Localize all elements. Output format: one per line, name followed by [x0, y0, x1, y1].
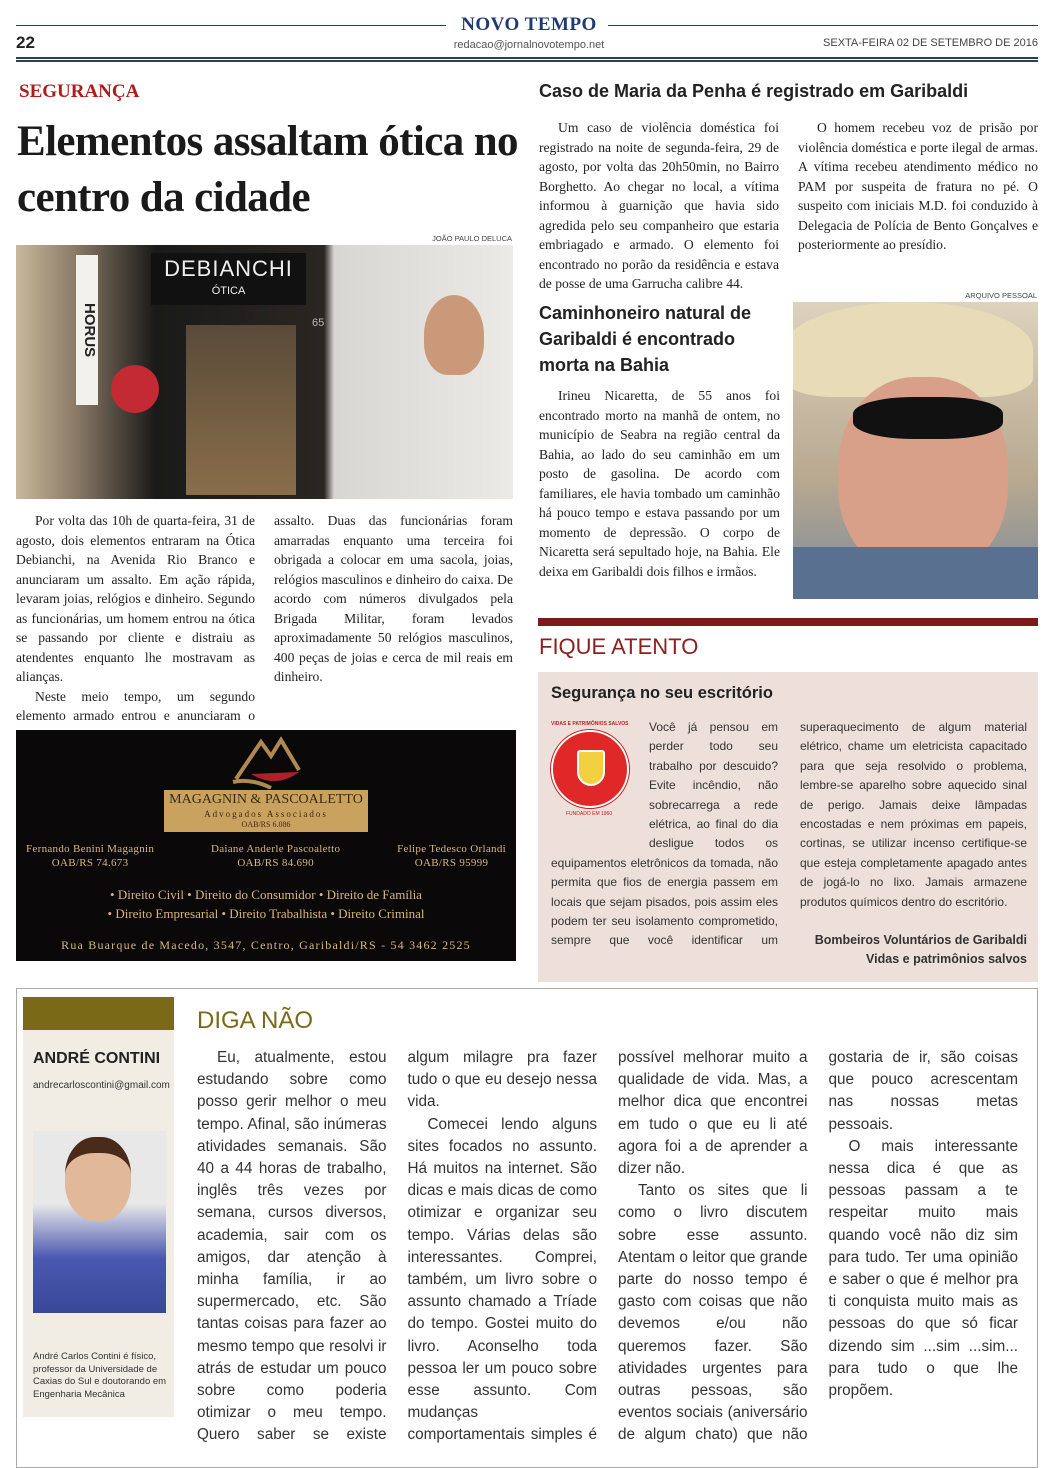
box-title: Segurança no seu escritório [551, 684, 773, 702]
author-bar [23, 997, 174, 1030]
store-sign-sub: ÓTICA [211, 285, 246, 297]
areas-line: • Direito Civil • Direito do Consumidor • Direito de Família [110, 887, 422, 902]
practice-areas [16, 885, 516, 923]
story3-body [539, 386, 780, 581]
logo-founded: FUNDADO EM 1960 [566, 811, 613, 817]
store-window [186, 325, 296, 495]
masthead: NOVO TEMPO [461, 14, 597, 35]
signature-line: Vidas e patrimônios salvos [866, 952, 1027, 967]
fire-safety-box [538, 672, 1038, 982]
lawyer-oab: OAB/RS 84.690 [237, 857, 314, 869]
areas-line: • Direito Empresarial • Direito Trabalhista • Direito Criminal [107, 906, 425, 921]
author-bio: André Carlos Contini é físico, professor da Universidade de Caxias do Sul e doutorando em Engenharia Mecânica [33, 1351, 167, 1400]
story2-headline: Caso de Maria da Penha é registrado em Garibaldi [539, 81, 969, 101]
main-story-body [16, 511, 513, 726]
paragraph: Um caso de violência doméstica foi registrado na noite de segunda-feira, 29 de agosto, por volta das 20h50min, no Bairro Borghetto. Ao chegar no local, a vítima informou à guarnição que havia sido agredida pelo seu companheiro que estaria embriagado e armado. O elemento foi encontrado no porão da residência e estava de posse de uma Garrucha calibre 44. [539, 120, 779, 291]
paragraph: Por volta das 10h de quarta-feira, 31 de agosto, dois elementos entraram na Ótica Debianchi, na Avenida Rio Branco e anunciaram um assalto. Em ação rápida, levaram joias, relógios e dinheiro. Segundo as funcionárias, um homem entrou na ótica se passando por cliente e distraiu as atendentes enquanto lhe mostravam as alianças. [16, 513, 255, 684]
model-poster [424, 295, 484, 375]
paragraph: O homem recebeu voz de prisão por violência doméstica e porte ilegal de armas. A vítima recebeu atendimento médico no PAM por suspeita de fratura no pé. O suspeito com iniciais M.D. foi conduzido à Delegacia de Polícia de Bento Gonçalves e posteriormente ao presídio. [798, 120, 1038, 252]
firm-subtitle: Advogados Associados [204, 809, 328, 819]
paragraph: Comecei lendo alguns sites focados no assunto. Há muitos na internet. São dicas e mais dicas de como otimizar e organizar seu tempo. Várias delas são interessantes. Comprei, também, um livro sobre o assunto chamado a Tríade do tempo. Gostei muito do livro. Aconselho toda pessoa ler um pouco sobre esse assunto. Com mudanças comportamentais simples é possível melhorar muito a qualidade de vida. Mas, a melhor dica que encontrei em tudo o que eu li até agora foi a de aprender a dizer não. [407, 1049, 808, 1444]
lawyer-oab: OAB/RS 74.673 [51, 857, 129, 869]
main-headline: Elementos assaltam ótica no centro da cidade [17, 118, 518, 221]
lawyer-name: Fernando Benini Magagnin [26, 843, 155, 855]
store-photo [16, 245, 513, 499]
ad-address: Rua Buarque de Macedo, 3547, Centro, Garibaldi/RS - 54 3462 2525 [61, 938, 471, 952]
header-double-rule [16, 57, 1038, 62]
store-number: 65 [312, 317, 325, 329]
lawyer-name: Daiane Anderle Pascoaletto [210, 843, 341, 855]
photo-credit: ARQUIVO PESSOAL [965, 291, 1037, 300]
lawyer [211, 842, 340, 870]
logo-top-text: VIDAS E PATRIMÔNIOS SALVOS [551, 721, 629, 727]
story3-headline: Caminhoneiro natural de Garibaldi é encontrado morta na Bahia [539, 303, 752, 375]
paragraph: Eu, atualmente, estou estudando sobre como posso gerir melhor o meu tempo. Afinal, são inúmeras atividades semanais. São 40 a 44 horas de trabalho, inglês três vezes por semana, cursos diversos, academia, sair com os amigos, dar atenção à minha família, ir ao supermercado, etc. São tantas coisas para fazer ao mesmo tempo que resolvi ir atrás de estudar um pouco sobre como poderia otimizar o meu tempo. Quero saber se existe algum milagre pra fazer tudo o que eu desejo nessa vida. [197, 1049, 597, 1444]
law-firm-ad[interactable] [16, 730, 516, 961]
opinion-column [16, 988, 1038, 1468]
firm-plate [164, 790, 368, 832]
lawyer [397, 842, 506, 870]
photo-credit: JOÃO PAULO DELUCA [432, 234, 512, 243]
paragraph: Irineu Nicaretta, de 55 anos foi encontrado morto na manhã de ontem, no município de Seabra na região central da Bahia, ao lado do seu caminhão em um posto de gasolina. De acordo com familiares, ele havia tombado um caminhão há pouco tempo e estava passando por um momento de depressão. O corpo de Nicaretta será sepultado hoje, na Bahia. Ele deixa em Garibaldi dois filhos e irmãos. [539, 388, 780, 579]
lawyer [26, 842, 154, 870]
section-bar [538, 618, 1038, 626]
author-name: ANDRÉ CONTINI [33, 1050, 161, 1067]
story2-body [539, 118, 1038, 294]
header-email[interactable]: redacao@jornalnovotempo.net [453, 39, 605, 51]
lawyer-name: Felipe Tedesco Orlandi [397, 843, 506, 855]
author-sidebar [23, 997, 174, 1417]
firm-oab: OAB/RS 6.086 [241, 820, 291, 829]
mountain-logo-icon [231, 734, 301, 789]
author-email[interactable]: andrecarloscontini@gmail.com [33, 1080, 170, 1091]
shirt [793, 547, 1038, 599]
paragraph: O mais interessante nessa dica é que as pessoas passam a te respeitar muito mais quando você não diz sim para tudo. Ter uma opinião e saber o que é melhor pra ti conquista muito mais as pessoas do que só ficar dizendo sim ...sim ...sim... para tudo o que lhe propõem. [828, 1137, 1018, 1400]
author-photo [33, 1131, 166, 1313]
box-text-paragraph: Você já pensou em perder todo seu trabalho por descuido? Evite incêndio, não sobrecarrega a rede elétrica, ao final do dia desligue todos os equipamentos eletrônicos da tomada, não permita que fios de energia passem em locais que sejam pisados, pois assim eles podem ter seu isolamento comprometido, sempre que você identificar um superaquecimento de algum material elétrico, chame um eletricista capacitado para que seja resolvido o problema, lembre-se aparelho sobre aquecido sinal de perigo. Jamais deixe lâmpadas encostadas e nem próximas em papeis, cortinas, se utilizar incenso certifique-se que esteja completamente apagado antes de jogá-lo no lixo. Jamais armazene produtos químicos dentro do escritório. [551, 720, 1027, 948]
store-sign [151, 253, 306, 305]
fire-department-logo-icon [551, 730, 629, 808]
section-label: SEGURANÇA [19, 81, 140, 102]
store-logo-circle [111, 365, 159, 413]
fique-atento-label: FIQUE ATENTO [539, 634, 699, 659]
column-title: DIGA NÃO [197, 1007, 314, 1034]
signature-line: Bombeiros Voluntários de Garibaldi [814, 933, 1027, 948]
store-sign-name: DEBIANCHI [164, 256, 293, 281]
issue-date: SEXTA-FEIRA 02 DE SETEMBRO DE 2016 [823, 37, 1038, 49]
column-body [197, 1047, 1018, 1447]
page-number: 22 [16, 33, 35, 52]
lawyer-oab: OAB/RS 95999 [414, 857, 489, 869]
firm-name: MAGAGNIN & PASCOALETTO [169, 792, 363, 807]
lawyers-list [26, 842, 506, 870]
portrait-photo [793, 302, 1038, 599]
neighbor-sign: HORUS [76, 255, 98, 405]
paragraph: Tanto os sites que li como o livro discutem sobre esse assunto. Atentam o leitor que grande parte do nosso tempo é gasto com coisas que não devemos e/ou não queremos fazer. São atividades urgentes para outras pessoas, são eventos sociais (aniversário de algum chato) que não gostaria de ir, são coisas que pouco acrescentam nas nossas metas pessoais. [618, 1049, 1018, 1444]
paragraph: Neste meio tempo, um segundo elemento armado entrou e anunciaram o assalto. Duas das funcionárias foram amarradas enquanto uma terceira foi obrigada a colocar em uma sacola, joias, relógios masculinos e dinheiro do caixa. De acordo com números divulgados pela Brigada Militar, foram levados aproximadamente 50 relógios masculinos, 400 peças de joias e cerca de mil reais em dinheiro. [16, 513, 513, 723]
sunglasses [853, 397, 1003, 439]
